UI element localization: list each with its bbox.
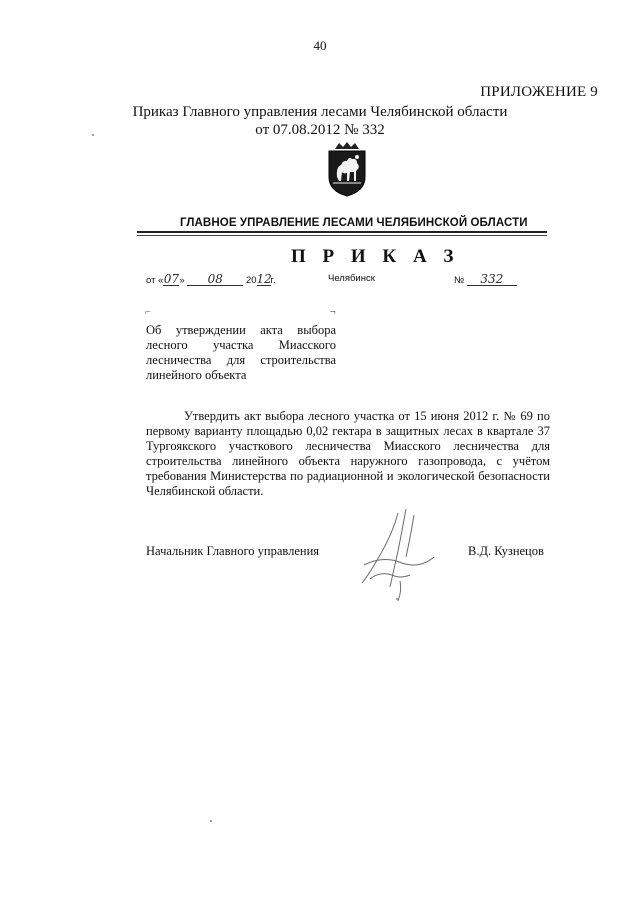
order-reference-date: от 07.08.2012 № 332 xyxy=(255,122,385,138)
letterhead: ГЛАВНОЕ УПРАВЛЕНИЕ ЛЕСАМИ ЧЕЛЯБИНСКОЙ ОБЛАСТИ xyxy=(180,215,528,229)
number-value: 332 xyxy=(467,273,517,286)
date-year-prefix: 20 xyxy=(245,275,257,286)
handwritten-signature xyxy=(340,505,450,605)
number-prefix: № xyxy=(454,275,465,286)
letterhead-rule xyxy=(137,231,547,233)
corner-mark-right: ¬ xyxy=(330,307,336,318)
order-city: Челябинск xyxy=(328,273,375,284)
signatory-name: В.Д. Кузнецов xyxy=(468,544,544,558)
date-day: 07 xyxy=(163,272,179,286)
order-number xyxy=(454,273,517,286)
coat-of-arms-icon xyxy=(323,141,371,197)
order-reference xyxy=(0,103,640,139)
order-body: Утвердить акт выбора лесного участка от 15 июня 2012 г. № 69 по первому варианту площадью 0,02 гектара в защитных лесах в квартале 37 Тургоякского участкового лесничества Миасского лесничества для строительства линейного объекта наружного газопровода, с учётом требования Министерства по радиационной и экологической безопасности Челябинской области. xyxy=(146,409,550,498)
letterhead-rule-thin xyxy=(137,235,547,236)
date-month: 08 xyxy=(187,273,243,286)
corner-mark-left: ⌐ xyxy=(145,307,151,318)
signatory-role: Начальник Главного управления xyxy=(146,544,320,558)
date-suffix: г. xyxy=(270,275,276,286)
date-year: 12 xyxy=(256,272,272,286)
date-prefix: от « xyxy=(146,275,164,286)
order-date xyxy=(146,273,275,286)
appendix-label: ПРИЛОЖЕНИЕ 9 xyxy=(480,84,598,100)
order-reference-title: Приказ Главного управления лесами Челябинской области xyxy=(132,104,508,120)
date-mid: » xyxy=(179,275,185,286)
order-subject: Об утверждении акта выбора лесного участка Миасского лесничества для строительства линейного объекта xyxy=(146,323,336,382)
page-number: 40 xyxy=(313,38,327,53)
document-title: П Р И К А З xyxy=(291,246,460,267)
